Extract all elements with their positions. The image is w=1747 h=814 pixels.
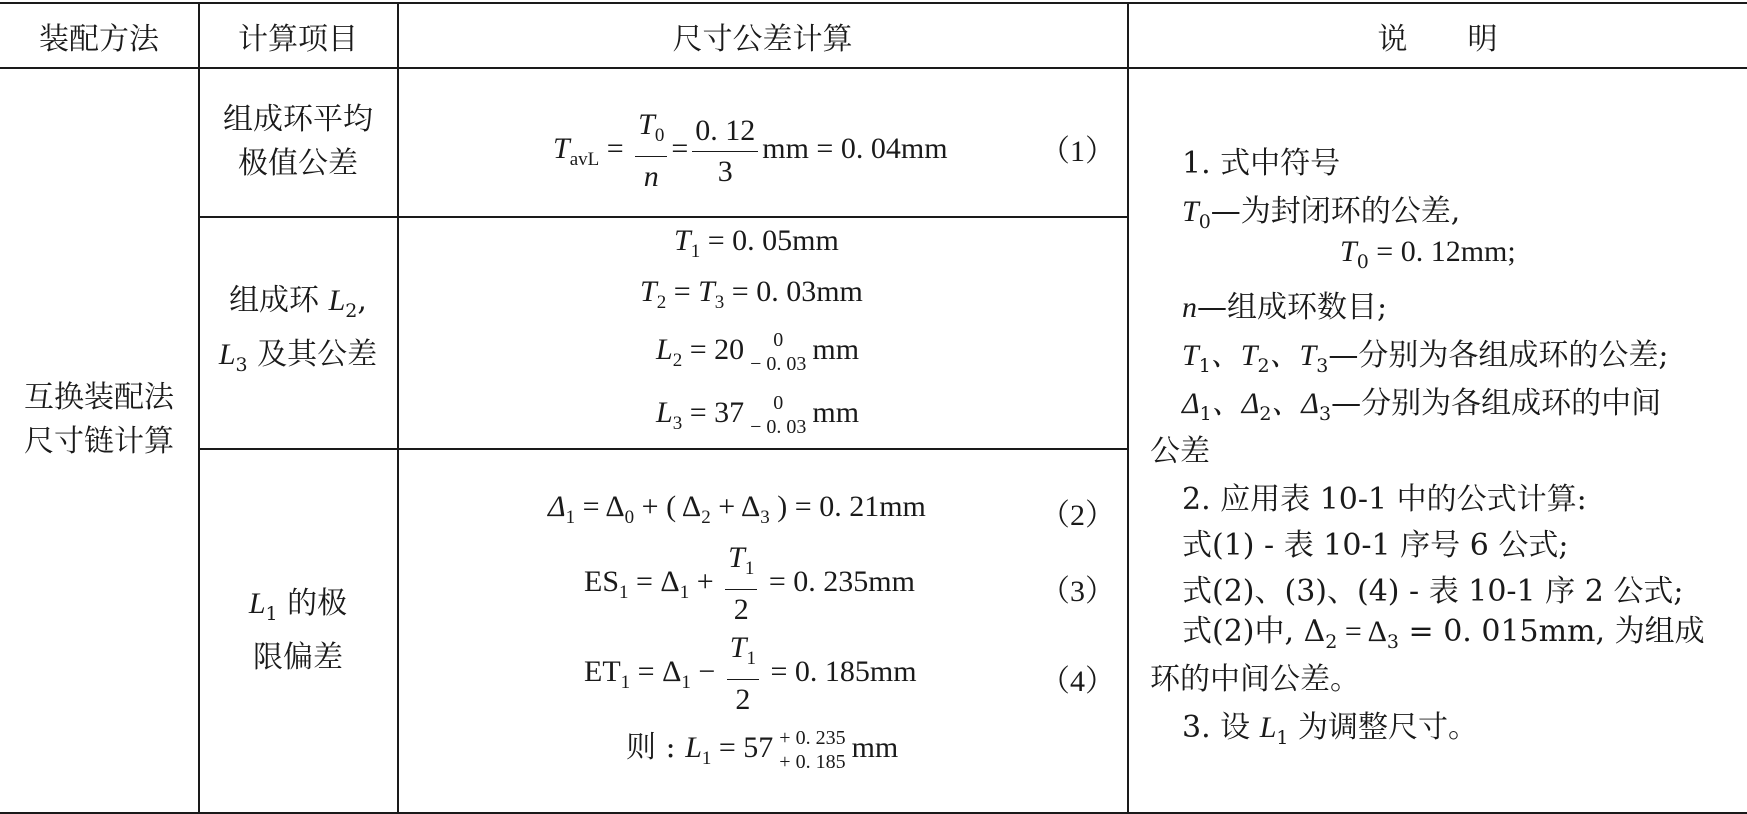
header-notes: 说 明 [1377,21,1498,57]
equation-number-3: （3） [1040,575,1115,608]
note-t0: $T_0—$为封闭环的公差, [1182,194,1461,233]
fraction-t0-n: $\frac{T_0}{n}$ [635,107,667,195]
note-delta: $\Delta_1$、$\Delta_2$、$\Delta_3—$分别为各组成环的中间 [1182,386,1662,425]
dimension-l1: 则 : $L_1 = 57$ + 0. 235 + 0. 185 mm [626,727,899,774]
note-1: 1. 式中符号 [1182,146,1341,181]
header-item: 计算项目 [238,21,358,57]
tolerance-t1: $T_1 = 0$. 05mm [674,224,839,262]
note-delta2-delta3: 式(2)中, $\Delta_2 = \Delta_3 = 0$. 015mm, 为组成 [1182,614,1705,653]
method-line-1: 互换装配法 [24,380,174,415]
item3-line-2: 限偏差 [253,640,343,675]
note-2: 2. 应用表 10-1 中的公式计算: [1182,482,1587,517]
note-delta-cont: 公差 [1150,434,1210,469]
item-l1-deviation [199,450,397,812]
note-formula-1-ref: 式(1) - 表 10-1 序号 6 公式; [1182,528,1569,563]
note-n: n—组成环数目; [1182,290,1388,325]
note-delta-cont-2: 环的中间公差。 [1150,662,1360,697]
fraction-t1-2-plus: $\frac{T_1}{2}$ [725,540,757,628]
formula-2: $\Delta_1 = \Delta_0$ + ( $\Delta_2 + \Delta_3$ ) = 0. 21mm [548,490,926,528]
note-t0-value: $T_0 = 0$. 12mm; [1340,235,1516,273]
rule-col3 [1127,2,1129,814]
rule-col2 [397,2,399,814]
fraction-t1-2-minus: $\frac{T_1}{2}$ [727,630,759,718]
formula-1: $T_{avL}$ = $\frac{T_0}{n}$ = $\frac{0. 12}{3}$ mm = 0. 04mm [553,108,948,193]
method-line-2: 尺寸链计算 [24,424,174,459]
method-cell [0,68,198,812]
header-method: 装配方法 [39,21,159,57]
header-calc: 尺寸公差计算 [672,21,853,57]
equation-number-1: （1） [1040,135,1115,168]
item-l2-l3 [199,218,397,448]
item1-line-1: 组成环平均 [223,102,373,137]
item2-line-1: 组成环 $L_2$, [229,283,367,322]
item1-line-2: 极值公差 [238,146,358,181]
note-t1-t3: $T_1$、$T_2$、$T_3—$分别为各组成环的公差; [1182,338,1669,377]
equation-number-4: （4） [1040,665,1115,698]
item3-line-1: $L_1$ 的极 [248,586,348,625]
note-3: 3. 设 $L_1$ 为调整尺寸。 [1182,710,1479,749]
dimension-l2: $L_2 = 20$ 0 − 0. 03 mm [656,329,860,375]
formula-4: $ET_1 = \Delta_1$ − $\frac{T_1}{2}$ = 0. 185mm [584,631,917,716]
formula-3: $ES_1 = \Delta_1$ + $\frac{T_1}{2}$ = 0. 235mm [584,541,915,626]
equation-number-2: （2） [1040,499,1115,532]
item-avg-tolerance [199,68,397,216]
tolerance-t2-t3: $T_2 = T_3 = 0$. 03mm [640,275,863,313]
note-formula-234-ref: 式(2)、(3)、(4) - 表 10-1 序 2 公式; [1182,574,1684,609]
dimension-l3: $L_3 = 37$ 0 − 0. 03 mm [656,392,860,438]
fraction-012-3: $\frac{0. 12}{3}$ [692,113,758,190]
item2-line-2: $L_3$ 及其公差 [218,337,378,376]
